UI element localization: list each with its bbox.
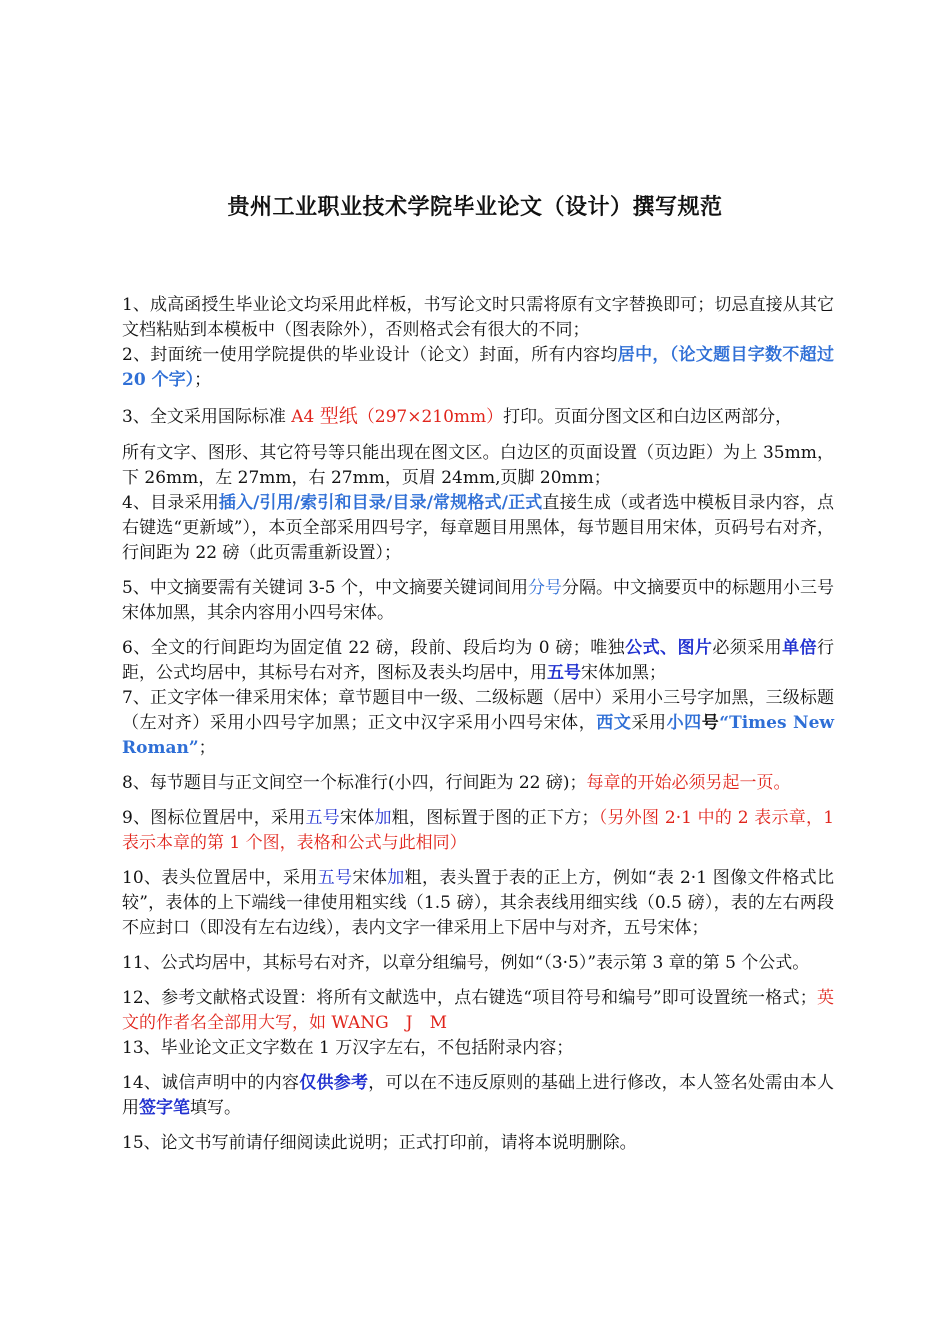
item-6: 6、全文的行间距均为固定值 22 磅，段前、段后均为 0 磅；唯独公式、图片必须采用单倍行距，公式均居中，其标号右对齐，图标及表头均居中，用五号宋体加黑； — [122, 638, 835, 683]
highlight-center: 居中，（论文题目字数不超过 20 个字） — [122, 345, 834, 390]
item-2: 2、封面统一使用学院提供的毕业设计（论文）封面，所有内容均居中，（论文题目字数不超过 20 个字）； — [122, 345, 834, 390]
item-7: 7、正文字体一律采用宋体；章节题目中一级、二级标题（居中）采用小三号字加黑，三级标题（左对齐）采用小四号字加黑；正文中汉字采用小四号宋体，西文采用小四号“Times New Roman”； — [122, 688, 835, 758]
document-body — [122, 293, 834, 1156]
page-title: 贵州工业职业技术学院毕业论文（设计）撰写规范 — [227, 194, 723, 220]
item-14: 14、诚信声明中的内容仅供参考，可以在不违反原则的基础上进行修改，本人签名处需由本人用签字笔填写。 — [122, 1073, 835, 1118]
item-12: 12、参考文献格式设置：将所有文献选中，点右键选“项目符号和编号”即可设置统一格式；英文的作者名全部用大写，如 WANG J M — [122, 988, 835, 1033]
item-13: 13、毕业论文正文字数在 1 万汉字左右，不包括附录内容； — [122, 1038, 574, 1058]
item-5: 5、中文摘要需有关键词 3-5 个，中文摘要关键词间用分号分隔。中文摘要页中的标题用小三号宋体加黑，其余内容用小四号宋体。 — [122, 578, 834, 623]
item-11: 11、公式均居中，其标号右对齐，以章分组编号，例如“（3·5）”表示第 3 章的第 5 个公式。 — [122, 953, 810, 973]
highlight-menu-path: 插入/引用/索引和目录/目录/常规格式/正式 — [218, 493, 543, 513]
item-8: 8、每节题目与正文间空一个标准行(小四，行间距为 22 磅)；每章的开始必须另起一页。 — [122, 773, 791, 793]
item-9: 9、图标位置居中，采用五号宋体加粗，图标置于图的正下方；（另外图 2·1 中的 2 表示章，1 表示本章的第 1 个图，表格和公式与此相同） — [122, 808, 835, 853]
item-1: 1、成高函授生毕业论文均采用此样板，书写论文时只需将原有文字替换即可；切忌直接从其它文档粘贴到本模板中（图表除外），否则格式会有很大的不同； — [122, 295, 834, 340]
item-3: 3、全文采用国际标准 A4 型纸（297×210mm）打印。页面分图文区和白边区两部分， — [122, 405, 793, 427]
item-4: 4、目录采用插入/引用/索引和目录/目录/常规格式/正式直接生成（或者选中模板目录内容，点右键选“更新域”），本页全部采用四号字，每章题目用黑体，每节题目用宋体，页码号右对齐，行间距为 22 磅（此页需重新设置）； — [122, 493, 834, 563]
item-10: 10、表头位置居中，采用五号宋体加粗，表头置于表的正上方，例如“表 2·1 图像文件格式比较”，表体的上下端线一律使用粗实线（1.5 磅），其余表线用细实线（0.5 磅），表的左右两段不应封口（即没有左右边线），表内文字一律采用上下居中与对齐，五号宋体； — [122, 868, 835, 938]
item-15: 15、论文书写前请仔细阅读此说明；正式打印前，请将本说明删除。 — [122, 1133, 637, 1153]
item-3-cont: 所有文字、图形、其它符号等只能出现在图文区。白边区的页面设置（页边距）为上 35mm，下 26mm，左 27mm，右 27mm，页眉 24mm,页脚 20mm； — [122, 443, 834, 488]
